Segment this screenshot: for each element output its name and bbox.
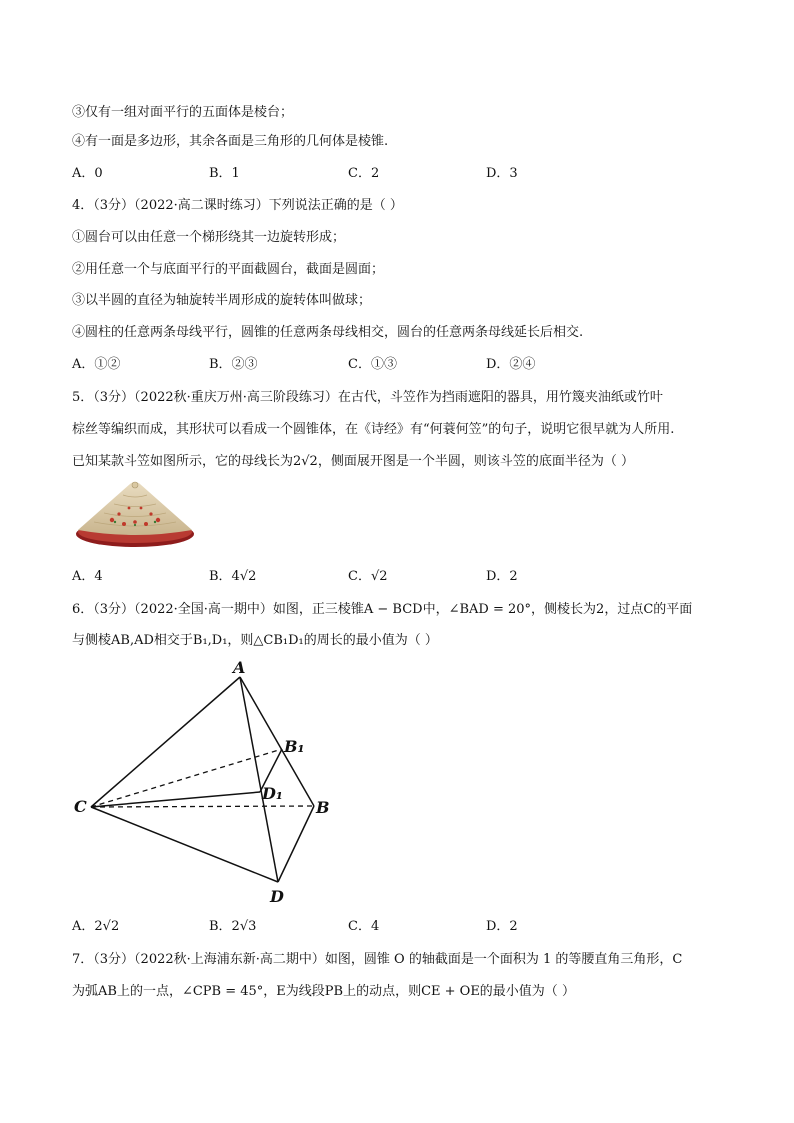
edge-cb-dashed bbox=[91, 806, 314, 807]
q4-item-2: ②用任意一个与底面平行的平面截圆台，截面是圆面； bbox=[72, 262, 385, 277]
label-b1: B₁ bbox=[284, 737, 305, 756]
edge-ad bbox=[240, 677, 278, 882]
q4-option-a: A．①② bbox=[72, 357, 121, 372]
q3-option-d: D．3 bbox=[486, 166, 518, 181]
q5-stem-line-1: 5．（3分）（2022秋·重庆万州·高三阶段练习）在古代，斗笠作为挡雨遮阳的器具，用竹篾夹油纸或竹叶 bbox=[72, 390, 663, 405]
q5-stem-line-2: 棕丝等编织而成，其形状可以看成一个圆锥体，在《诗经》有“何蓑何笠”的句子，说明它很早就为人所用. bbox=[72, 422, 675, 437]
label-c: C bbox=[74, 797, 87, 816]
q4-item-4: ④圆柱的任意两条母线平行，圆锥的任意两条母线相交，圆台的任意两条母线延长后相交. bbox=[72, 325, 584, 340]
edge-ac bbox=[91, 677, 240, 807]
q5-option-b: B．4√2 bbox=[209, 569, 257, 584]
q5-stem-line-3: 已知某款斗笠如图所示，它的母线长为2√2，侧面展开图是一个半圆，则该斗笠的底面半径为（ ） bbox=[72, 454, 634, 469]
q3-option-b: B．1 bbox=[209, 166, 240, 181]
q6-option-c: C．4 bbox=[348, 919, 380, 934]
bamboo-hat-image bbox=[74, 478, 196, 550]
q3-option-a: A．0 bbox=[72, 166, 103, 181]
label-a: A bbox=[233, 658, 246, 677]
tetrahedron-figure bbox=[70, 655, 340, 907]
q6-option-b: B．2√3 bbox=[209, 919, 257, 934]
q4-stem: 4．（3分）（2022·高二课时练习）下列说法正确的是（ ） bbox=[72, 198, 403, 213]
q5-option-c: C．√2 bbox=[348, 569, 388, 584]
label-d: D bbox=[270, 887, 284, 906]
q5-option-d: D．2 bbox=[486, 569, 518, 584]
q6-stem-line-1: 6．（3分）（2022·全国·高一期中）如图，正三棱锥A − BCD中，∠BAD = 20°，侧棱长为2，过点C的平面 bbox=[72, 602, 693, 617]
q6-option-d: D．2 bbox=[486, 919, 518, 934]
edge-bd bbox=[278, 806, 314, 882]
q4-option-d: D．②④ bbox=[486, 357, 536, 372]
label-b: B bbox=[316, 798, 330, 817]
q3-item-4: ④有一面是多边形，其余各面是三角形的几何体是棱锥. bbox=[72, 134, 389, 149]
q4-item-3: ③以半圆的直径为轴旋转半周形成的旋转体叫做球； bbox=[72, 293, 372, 308]
label-d1: D₁ bbox=[262, 784, 283, 803]
q6-option-a: A．2√2 bbox=[72, 919, 120, 934]
q5-option-a: A．4 bbox=[72, 569, 103, 584]
q3-item-3: ③仅有一组对面平行的五面体是棱台； bbox=[72, 105, 294, 120]
q6-stem-line-2: 与侧棱AB,AD相交于B₁,D₁，则△CB₁D₁的周长的最小值为（ ） bbox=[72, 633, 438, 648]
edge-cd bbox=[91, 807, 278, 882]
q4-item-1: ①圆台可以由任意一个梯形绕其一边旋转形成； bbox=[72, 230, 346, 245]
q4-option-c: C．①③ bbox=[348, 357, 397, 372]
q4-option-b: B．②③ bbox=[209, 357, 258, 372]
q7-stem-line-1: 7．（3分）（2022秋·上海浦东新·高二期中）如图，圆锥 O 的轴截面是一个面积为 1 的等腰直角三角形，C bbox=[72, 952, 683, 967]
segment-cd1 bbox=[91, 792, 260, 807]
q3-option-c: C．2 bbox=[348, 166, 380, 181]
q7-stem-line-2: 为弧AB上的一点，∠CPB = 45°，E为线段PB上的动点，则CE + OE的最小值为（ ） bbox=[72, 984, 575, 999]
